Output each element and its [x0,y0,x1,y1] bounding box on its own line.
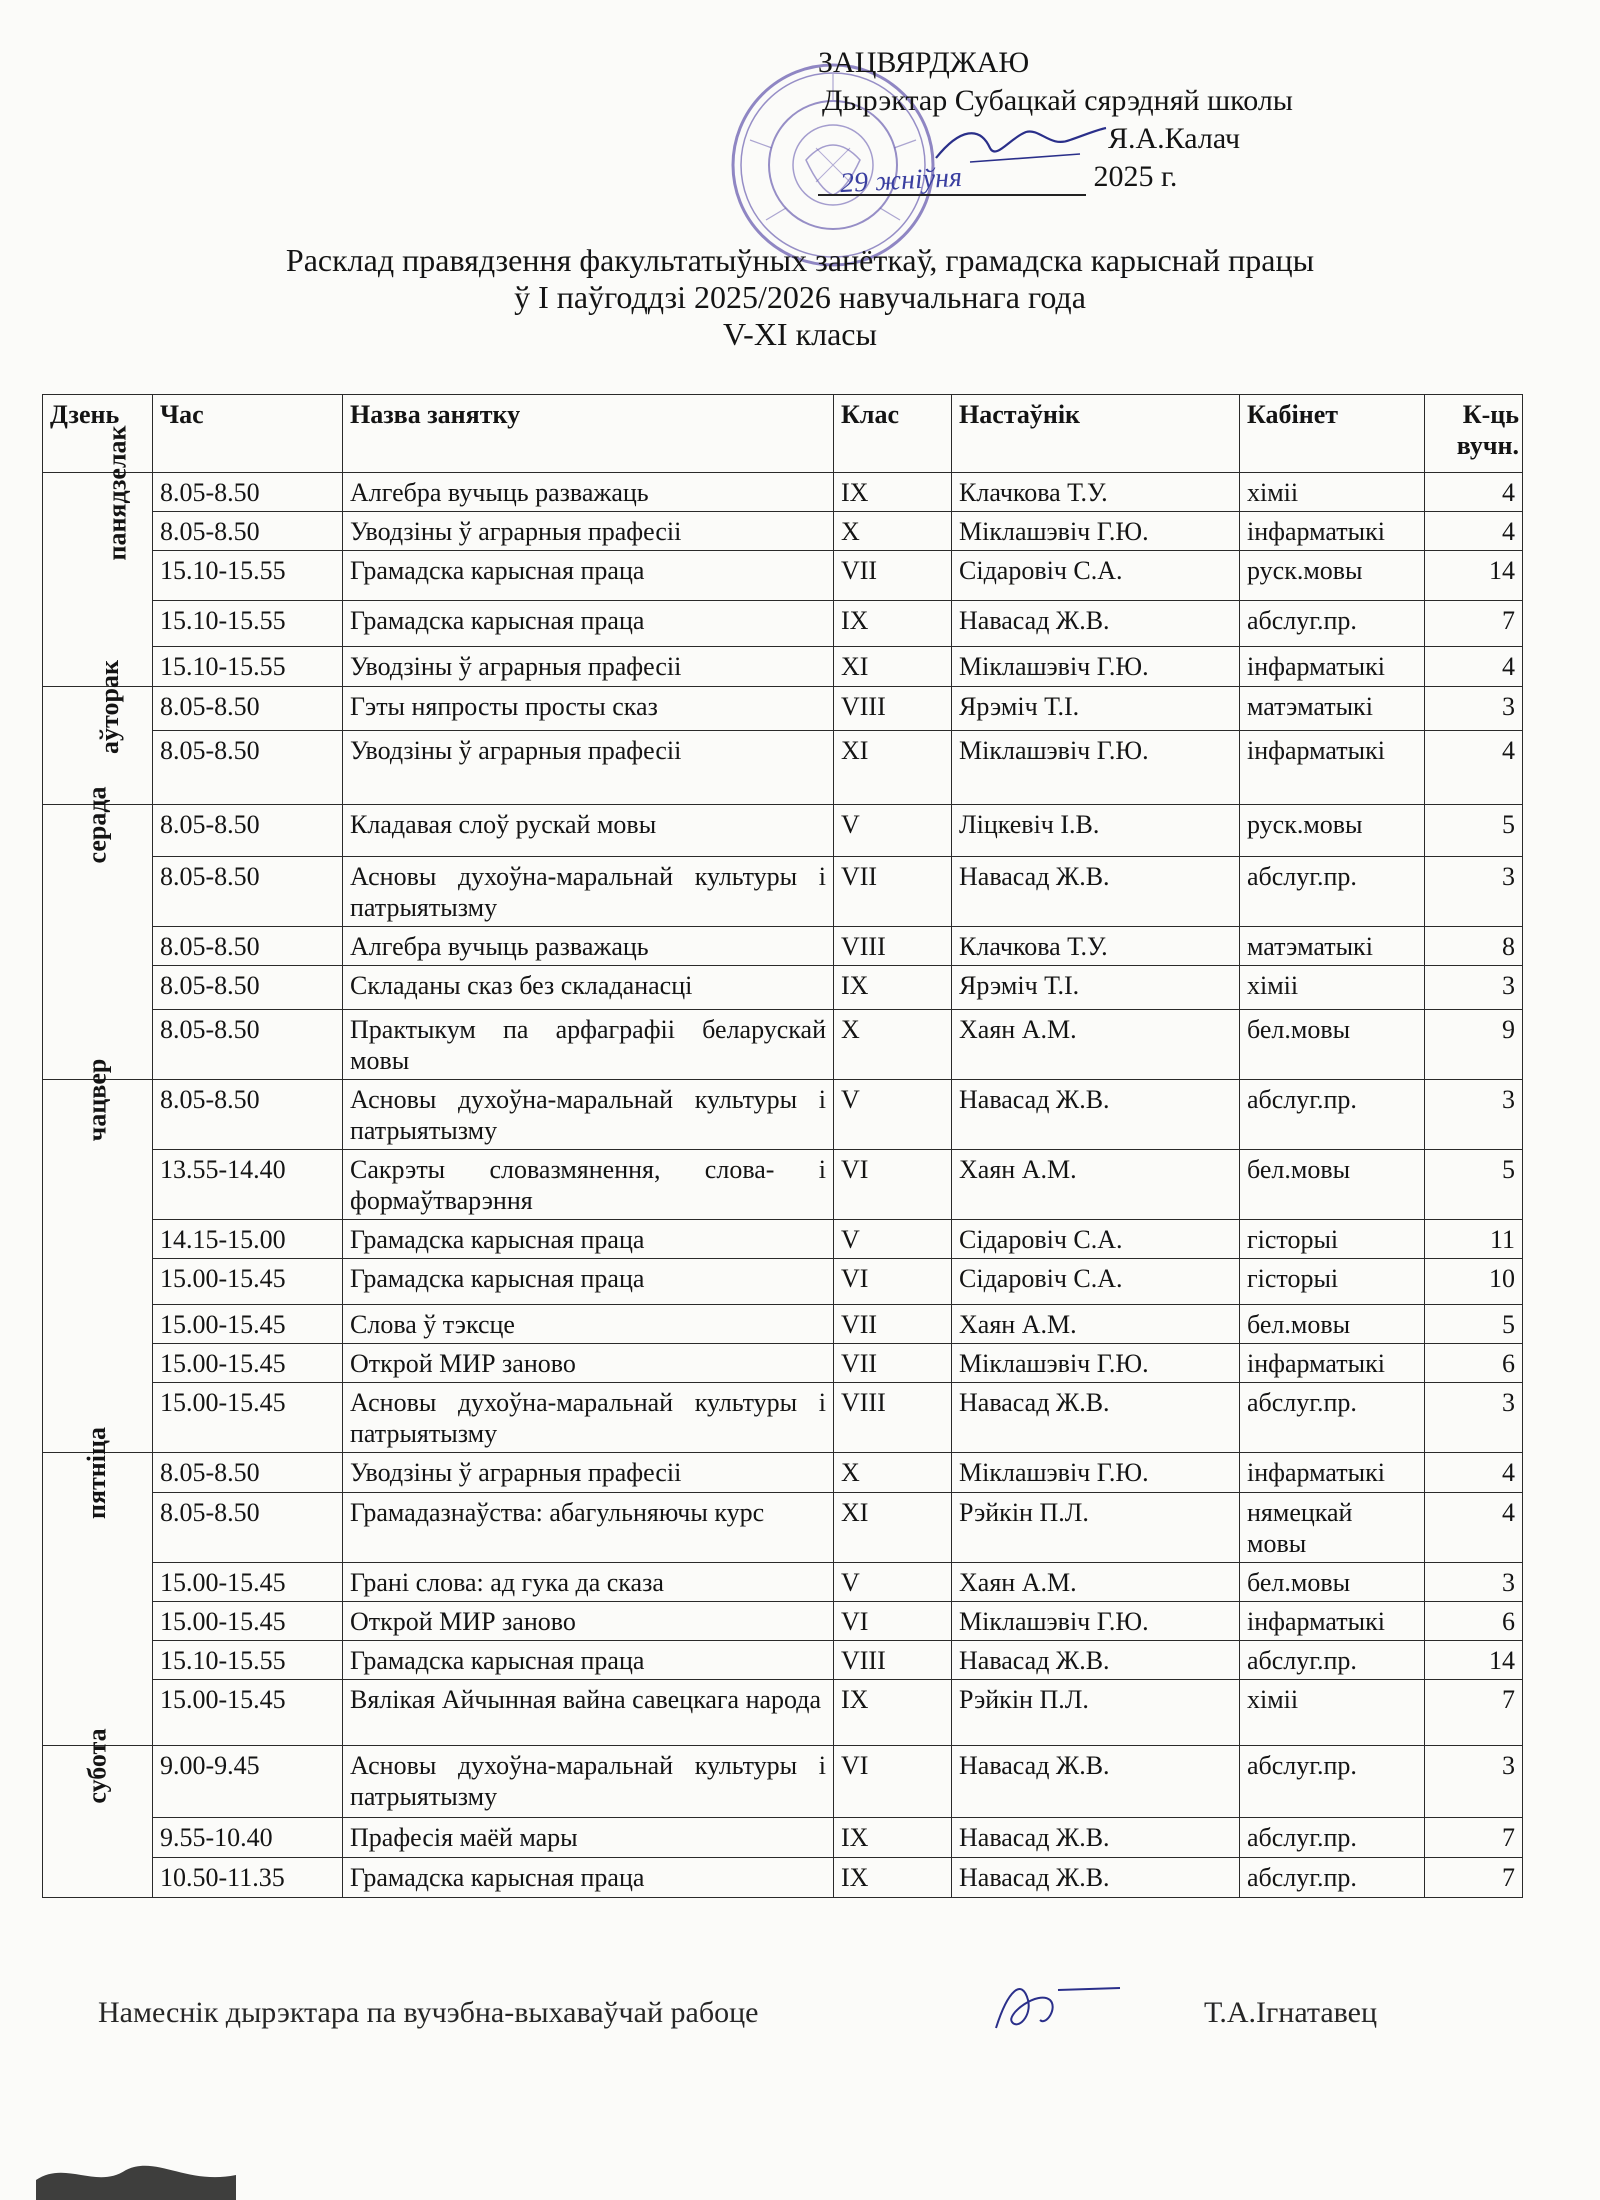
subject-cell: Грамадска карысная праца [343,1220,834,1259]
header-count: К-ць вучн. [1425,395,1523,473]
room-cell: бел.мовы [1240,1563,1425,1602]
document-title: Расклад правядзення факультатыўных занёткаў, грамадска карыснай працы [285,242,1315,278]
time-cell: 8.05-8.50 [153,1080,343,1150]
time-cell: 8.05-8.50 [153,1010,343,1080]
count-cell: 7 [1425,1818,1523,1858]
header-room: Кабінет [1240,395,1425,473]
class-cell: VI [834,1746,952,1818]
room-cell: руск.мовы [1240,551,1425,601]
day-cell [43,1426,153,1746]
count-cell: 5 [1425,1305,1523,1344]
class-cell: VI [834,1150,952,1220]
teacher-cell: Хаян А.М. [952,1010,1240,1080]
table-row [43,1602,1523,1641]
teacher-cell: Навасад Ж.В. [952,1383,1240,1453]
room-cell: хіміі [1240,966,1425,1010]
count-cell: 3 [1425,687,1523,731]
room-cell: абслуг.пр. [1240,1818,1425,1858]
header-class: Клас [834,395,952,473]
table-row [43,1305,1523,1344]
subject-cell: Уводзіны ў аграрныя прафесіі [343,731,834,805]
table-row [43,473,1523,512]
time-cell: 15.10-15.55 [153,647,343,687]
time-cell: 15.00-15.45 [153,1259,343,1305]
count-cell: 4 [1425,647,1523,687]
table-row [43,1563,1523,1602]
time-cell: 9.00-9.45 [153,1746,343,1818]
table-row [43,601,1523,647]
day-label: пятніца [82,1426,112,1520]
class-cell: VIII [834,927,952,966]
room-cell: бел.мовы [1240,1305,1425,1344]
class-cell: X [834,512,952,551]
room-cell: інфарматыкі [1240,1344,1425,1383]
teacher-cell: Клачкова Т.У. [952,927,1240,966]
teacher-cell: Хаян А.М. [952,1305,1240,1344]
count-cell: 3 [1425,966,1523,1010]
time-cell: 8.05-8.50 [153,857,343,927]
count-cell: 3 [1425,1383,1523,1453]
subject-cell: Грані слова: ад гука да сказа [343,1563,834,1602]
subject-cell: Складаны сказ без складанасці [343,966,834,1010]
teacher-cell: Рэйкін П.Л. [952,1493,1240,1563]
count-cell: 5 [1425,1150,1523,1220]
class-cell: X [834,1010,952,1080]
class-cell: IX [834,1680,952,1746]
class-cell: VII [834,857,952,927]
document-classes: V-XI класы [722,316,877,352]
count-cell: 14 [1425,1641,1523,1680]
table-row [43,512,1523,551]
approval-year: 2025 г. [1093,160,1178,193]
teacher-cell: Міклашэвіч Г.Ю. [952,1344,1240,1383]
approval-block [818,44,1438,200]
room-cell: матэматыкі [1240,687,1425,731]
subject-cell: Грамадска карысная праца [343,601,834,647]
count-cell: 4 [1425,731,1523,805]
time-cell: 15.00-15.45 [153,1383,343,1453]
teacher-cell: Міклашэвіч Г.Ю. [952,731,1240,805]
subject-cell: Уводзіны ў аграрныя прафесіі [343,512,834,551]
approval-date [818,158,1438,200]
subject-cell: Грамадска карысная праца [343,1858,834,1898]
time-cell: 8.05-8.50 [153,473,343,512]
room-cell: абслуг.пр. [1240,1080,1425,1150]
table-row [43,687,1523,731]
room-cell: гісторыі [1240,1220,1425,1259]
class-cell: XI [834,1493,952,1563]
room-cell: інфарматыкі [1240,731,1425,805]
room-cell: хіміі [1240,1680,1425,1746]
time-cell: 15.10-15.55 [153,551,343,601]
class-cell: IX [834,473,952,512]
table-row [43,551,1523,601]
count-cell: 8 [1425,927,1523,966]
table-row [43,805,1523,857]
count-cell: 4 [1425,473,1523,512]
table-row [43,1818,1523,1858]
day-cell [43,1058,153,1453]
time-cell: 8.05-8.50 [153,805,343,857]
time-cell: 13.55-14.40 [153,1150,343,1220]
teacher-cell: Навасад Ж.В. [952,1746,1240,1818]
class-cell: VII [834,551,952,601]
count-cell: 3 [1425,1746,1523,1818]
room-cell: абслуг.пр. [1240,1383,1425,1453]
time-cell: 15.00-15.45 [153,1344,343,1383]
teacher-cell: Рэйкін П.Л. [952,1680,1240,1746]
room-cell: абслуг.пр. [1240,601,1425,647]
room-cell: бел.мовы [1240,1010,1425,1080]
room-cell: гісторыі [1240,1259,1425,1305]
director-signature [930,118,1110,168]
count-cell: 3 [1425,1563,1523,1602]
handwritten-date: 29 жніўня [839,161,963,200]
table-row [43,1680,1523,1746]
time-cell: 8.05-8.50 [153,1453,343,1493]
room-cell: інфарматыкі [1240,512,1425,551]
teacher-cell: Міклашэвіч Г.Ю. [952,647,1240,687]
director-position: Дырэктар Субацкай сярэдняй школы [822,84,1293,117]
table-row [43,1010,1523,1080]
table-row [43,731,1523,805]
table-row [43,1080,1523,1150]
count-cell: 3 [1425,1080,1523,1150]
subject-cell: Асновы духоўна-маральнай культуры і патрыятызму [343,1383,834,1453]
teacher-cell: Ярэміч Т.І. [952,966,1240,1010]
approval-title: ЗАЦВЯРДЖАЮ [818,46,1030,79]
subject-cell: Прафесія маёй мары [343,1818,834,1858]
teacher-cell: Ліцкевіч І.В. [952,805,1240,857]
table-row [43,966,1523,1010]
room-cell: абслуг.пр. [1240,857,1425,927]
time-cell: 8.05-8.50 [153,1493,343,1563]
day-label: серада [82,786,112,864]
count-cell: 7 [1425,601,1523,647]
subject-cell: Асновы духоўна-маральнай культуры і патрыятызму [343,1080,834,1150]
time-cell: 8.05-8.50 [153,687,343,731]
class-cell: IX [834,966,952,1010]
subject-cell: Открой МИР заново [343,1344,834,1383]
table-row [43,1150,1523,1220]
class-cell: VIII [834,1641,952,1680]
time-cell: 10.50-11.35 [153,1858,343,1898]
subject-cell: Гэты няпросты просты сказ [343,687,834,731]
subject-cell: Асновы духоўна-маральнай культуры і патрыятызму [343,1746,834,1818]
class-cell: V [834,1220,952,1259]
header-time: Час [153,395,343,473]
room-cell: абслуг.пр. [1240,1641,1425,1680]
time-cell: 8.05-8.50 [153,927,343,966]
teacher-cell: Навасад Ж.В. [952,1858,1240,1898]
class-cell: VI [834,1259,952,1305]
subject-cell: Кладавая слоў рускай мовы [343,805,834,857]
subject-cell: Вялікая Айчынная вайна савецкага народа [343,1680,834,1746]
subject-cell: Алгебра вучыць разважаць [343,927,834,966]
table-row [43,1746,1523,1818]
day-label: панядзелак [102,425,132,561]
room-cell: абслуг.пр. [1240,1858,1425,1898]
teacher-cell: Сідаровіч С.А. [952,1259,1240,1305]
room-cell: інфарматыкі [1240,647,1425,687]
table-row [43,1493,1523,1563]
time-cell: 15.00-15.45 [153,1602,343,1641]
class-cell: VIII [834,1383,952,1453]
time-cell: 15.00-15.45 [153,1305,343,1344]
table-row [43,1259,1523,1305]
subject-cell: Асновы духоўна-маральнай культуры і патрыятызму [343,857,834,927]
room-cell: інфарматыкі [1240,1453,1425,1493]
count-cell: 7 [1425,1680,1523,1746]
time-cell: 14.15-15.00 [153,1220,343,1259]
deputy-position: Намеснік дырэктара па вучэбна-выхаваўчай рабоце [98,1996,759,2029]
table-row [43,1641,1523,1680]
count-cell: 4 [1425,1453,1523,1493]
count-cell: 4 [1425,1493,1523,1563]
table-header-row [43,395,1523,473]
day-label: аўторак [95,660,124,754]
time-cell: 8.05-8.50 [153,731,343,805]
teacher-cell: Хаян А.М. [952,1563,1240,1602]
table-row [43,1383,1523,1453]
time-cell: 15.10-15.55 [153,601,343,647]
document-subtitle: ў I паўгоддзі 2025/2026 навучальнага года [514,279,1086,315]
document-titles [0,242,1600,353]
scan-smudge [36,2150,236,2200]
teacher-cell: Сідаровіч С.А. [952,551,1240,601]
day-cell [43,1728,153,1898]
teacher-cell: Міклашэвіч Г.Ю. [952,1453,1240,1493]
class-cell: IX [834,1818,952,1858]
subject-cell: Уводзіны ў аграрныя прафесіі [343,1453,834,1493]
class-cell: IX [834,601,952,647]
subject-cell: Практыкум па арфаграфіі беларускай мовы [343,1010,834,1080]
count-cell: 6 [1425,1602,1523,1641]
room-cell: інфарматыкі [1240,1602,1425,1641]
class-cell: V [834,1563,952,1602]
teacher-cell: Сідаровіч С.А. [952,1220,1240,1259]
count-cell: 3 [1425,857,1523,927]
teacher-cell: Навасад Ж.В. [952,1818,1240,1858]
count-cell: 14 [1425,551,1523,601]
table-row [43,647,1523,687]
table-row [43,927,1523,966]
header-day: Дзень [43,395,153,473]
date-blank [818,161,1086,200]
class-cell: XI [834,647,952,687]
deputy-signature [988,1970,1128,2040]
subject-cell: Грамадска карысная праца [343,1259,834,1305]
header-subject: Назва занятку [343,395,834,473]
footer [98,1996,1478,2030]
table-row [43,857,1523,927]
class-cell: V [834,805,952,857]
room-cell: руск.мовы [1240,805,1425,857]
deputy-name: Т.А.Ігнатавец [1204,1996,1378,2029]
class-cell: IX [834,1858,952,1898]
room-cell: абслуг.пр. [1240,1746,1425,1818]
time-cell: 9.55-10.40 [153,1818,343,1858]
count-cell: 10 [1425,1259,1523,1305]
teacher-cell: Ярэміч Т.І. [952,687,1240,731]
room-cell: матэматыкі [1240,927,1425,966]
director-name: Я.А.Калач [1108,122,1241,155]
table-row [43,1220,1523,1259]
teacher-cell: Навасад Ж.В. [952,1641,1240,1680]
subject-cell: Грамадска карысная праца [343,1641,834,1680]
class-cell: VII [834,1305,952,1344]
room-cell: хіміі [1240,473,1425,512]
subject-cell: Грамадазнаўства: абагульняючы курс [343,1493,834,1563]
table-row [43,1858,1523,1898]
subject-cell: Слова ў тэксце [343,1305,834,1344]
teacher-cell: Клачкова Т.У. [952,473,1240,512]
subject-cell: Уводзіны ў аграрныя прафесіі [343,647,834,687]
class-cell: X [834,1453,952,1493]
teacher-cell: Хаян А.М. [952,1150,1240,1220]
schedule-table [42,394,1523,1898]
class-cell: VI [834,1602,952,1641]
time-cell: 15.00-15.45 [153,1680,343,1746]
class-cell: XI [834,731,952,805]
class-cell: V [834,1080,952,1150]
time-cell: 8.05-8.50 [153,512,343,551]
count-cell: 9 [1425,1010,1523,1080]
time-cell: 15.00-15.45 [153,1563,343,1602]
teacher-cell: Навасад Ж.В. [952,857,1240,927]
teacher-cell: Міклашэвіч Г.Ю. [952,1602,1240,1641]
header-teacher: Настаўнік [952,395,1240,473]
day-label: субота [82,1728,112,1804]
subject-cell: Алгебра вучыць разважаць [343,473,834,512]
room-cell: бел.мовы [1240,1150,1425,1220]
table-row [43,1453,1523,1493]
count-cell: 7 [1425,1858,1523,1898]
class-cell: VIII [834,687,952,731]
count-cell: 4 [1425,512,1523,551]
count-cell: 5 [1425,805,1523,857]
subject-cell: Открой МИР заново [343,1602,834,1641]
count-cell: 6 [1425,1344,1523,1383]
subject-cell: Грамадска карысная праца [343,551,834,601]
class-cell: VII [834,1344,952,1383]
day-label: чацвер [82,1058,112,1142]
room-cell: нямецкай мовы [1240,1493,1425,1563]
teacher-cell: Навасад Ж.В. [952,1080,1240,1150]
table-row [43,1344,1523,1383]
count-cell: 11 [1425,1220,1523,1259]
teacher-cell: Навасад Ж.В. [952,601,1240,647]
subject-cell: Сакрэты словазмянення, слова- і формаўтварэння [343,1150,834,1220]
day-cell [43,786,153,1080]
time-cell: 15.10-15.55 [153,1641,343,1680]
teacher-cell: Міклашэвіч Г.Ю. [952,512,1240,551]
time-cell: 8.05-8.50 [153,966,343,1010]
